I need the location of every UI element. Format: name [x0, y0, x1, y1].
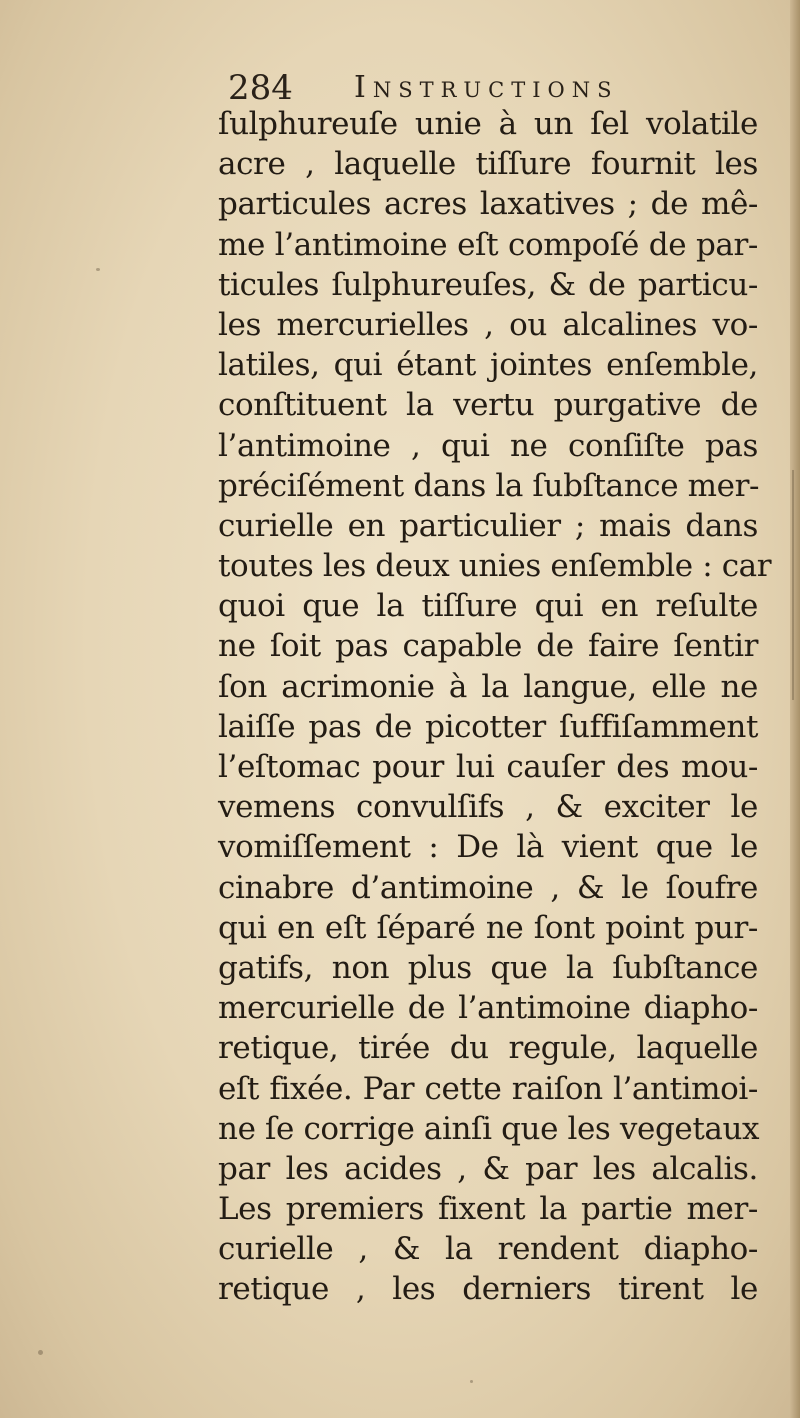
- text-line: ne ſoit pas capable de faire ſentir: [218, 628, 758, 665]
- text-line: latiles, qui étant jointes enſemble,: [218, 347, 758, 384]
- text-line: particules acres laxatives ; de mê-: [218, 186, 758, 223]
- text-line: qui en eſt ſéparé ne ſont point pur-: [218, 909, 758, 946]
- text-line: Les premiers fixent la partie mer-: [218, 1191, 758, 1228]
- page-edge: [790, 0, 800, 1418]
- paper-speck: [470, 1380, 473, 1383]
- text-line: l’antimoine , qui ne conſiſte pas: [218, 427, 758, 464]
- text-line: vemens convulſifs , & exciter le: [218, 789, 758, 826]
- text-line: me l’antimoine eſt compoſé de par-: [218, 226, 758, 263]
- text-line: toutes les deux unies enſemble : car: [218, 548, 772, 585]
- text-line: curielle , & la rendent diapho-: [218, 1231, 758, 1268]
- text-line: acre , laquelle tiſſure fournit les: [218, 146, 758, 183]
- page-number: 284: [228, 68, 293, 108]
- text-line: ne ſe corrige ainſi que les vegetaux: [218, 1110, 760, 1147]
- text-line: l’eſtomac pour lui cauſer des mou-: [218, 749, 758, 785]
- text-line: mercurielle de l’antimoine diapho-: [218, 990, 758, 1027]
- text-line: par les acides , & par les alcalis.: [218, 1150, 758, 1187]
- text-line: conſtituent la vertu purgative de: [218, 387, 758, 424]
- text-line: cinabre d’antimoine , & le ſoufre: [218, 869, 758, 906]
- text-line: quoi que la tiſſure qui en reſulte: [218, 588, 758, 625]
- text-line: les mercurielles , ou alcalines vo-: [218, 306, 758, 343]
- text-line: curielle en particulier ; mais dans: [218, 507, 758, 544]
- text-line: eſt fixée. Par cette raiſon l’antimoi-: [218, 1070, 758, 1107]
- text-line: vomiſſement : De là vient que le: [218, 829, 758, 866]
- running-title: Instructions: [354, 70, 619, 105]
- text-line: ſon acrimonie à la langue, elle ne: [218, 668, 758, 705]
- text-line: retique , les derniers tirent le: [218, 1271, 758, 1308]
- text-line: gatifs, non plus que la ſubſtance: [218, 949, 758, 986]
- text-line: ticules ſulphureuſes, & de particu-: [218, 266, 758, 303]
- paper-speck: [96, 268, 100, 271]
- body-text: [218, 104, 772, 1310]
- page-edge-mark: [792, 470, 794, 700]
- paper-speck: [38, 1350, 43, 1355]
- text-line: ſulphureuſe unie à un ſel volatile: [218, 106, 758, 142]
- text-line: préciſément dans la ſubſtance mer-: [218, 467, 760, 504]
- text-line: laiſſe pas de picotter ſuffiſamment: [218, 708, 758, 745]
- text-line: retique, tirée du regule, laquelle: [218, 1030, 758, 1067]
